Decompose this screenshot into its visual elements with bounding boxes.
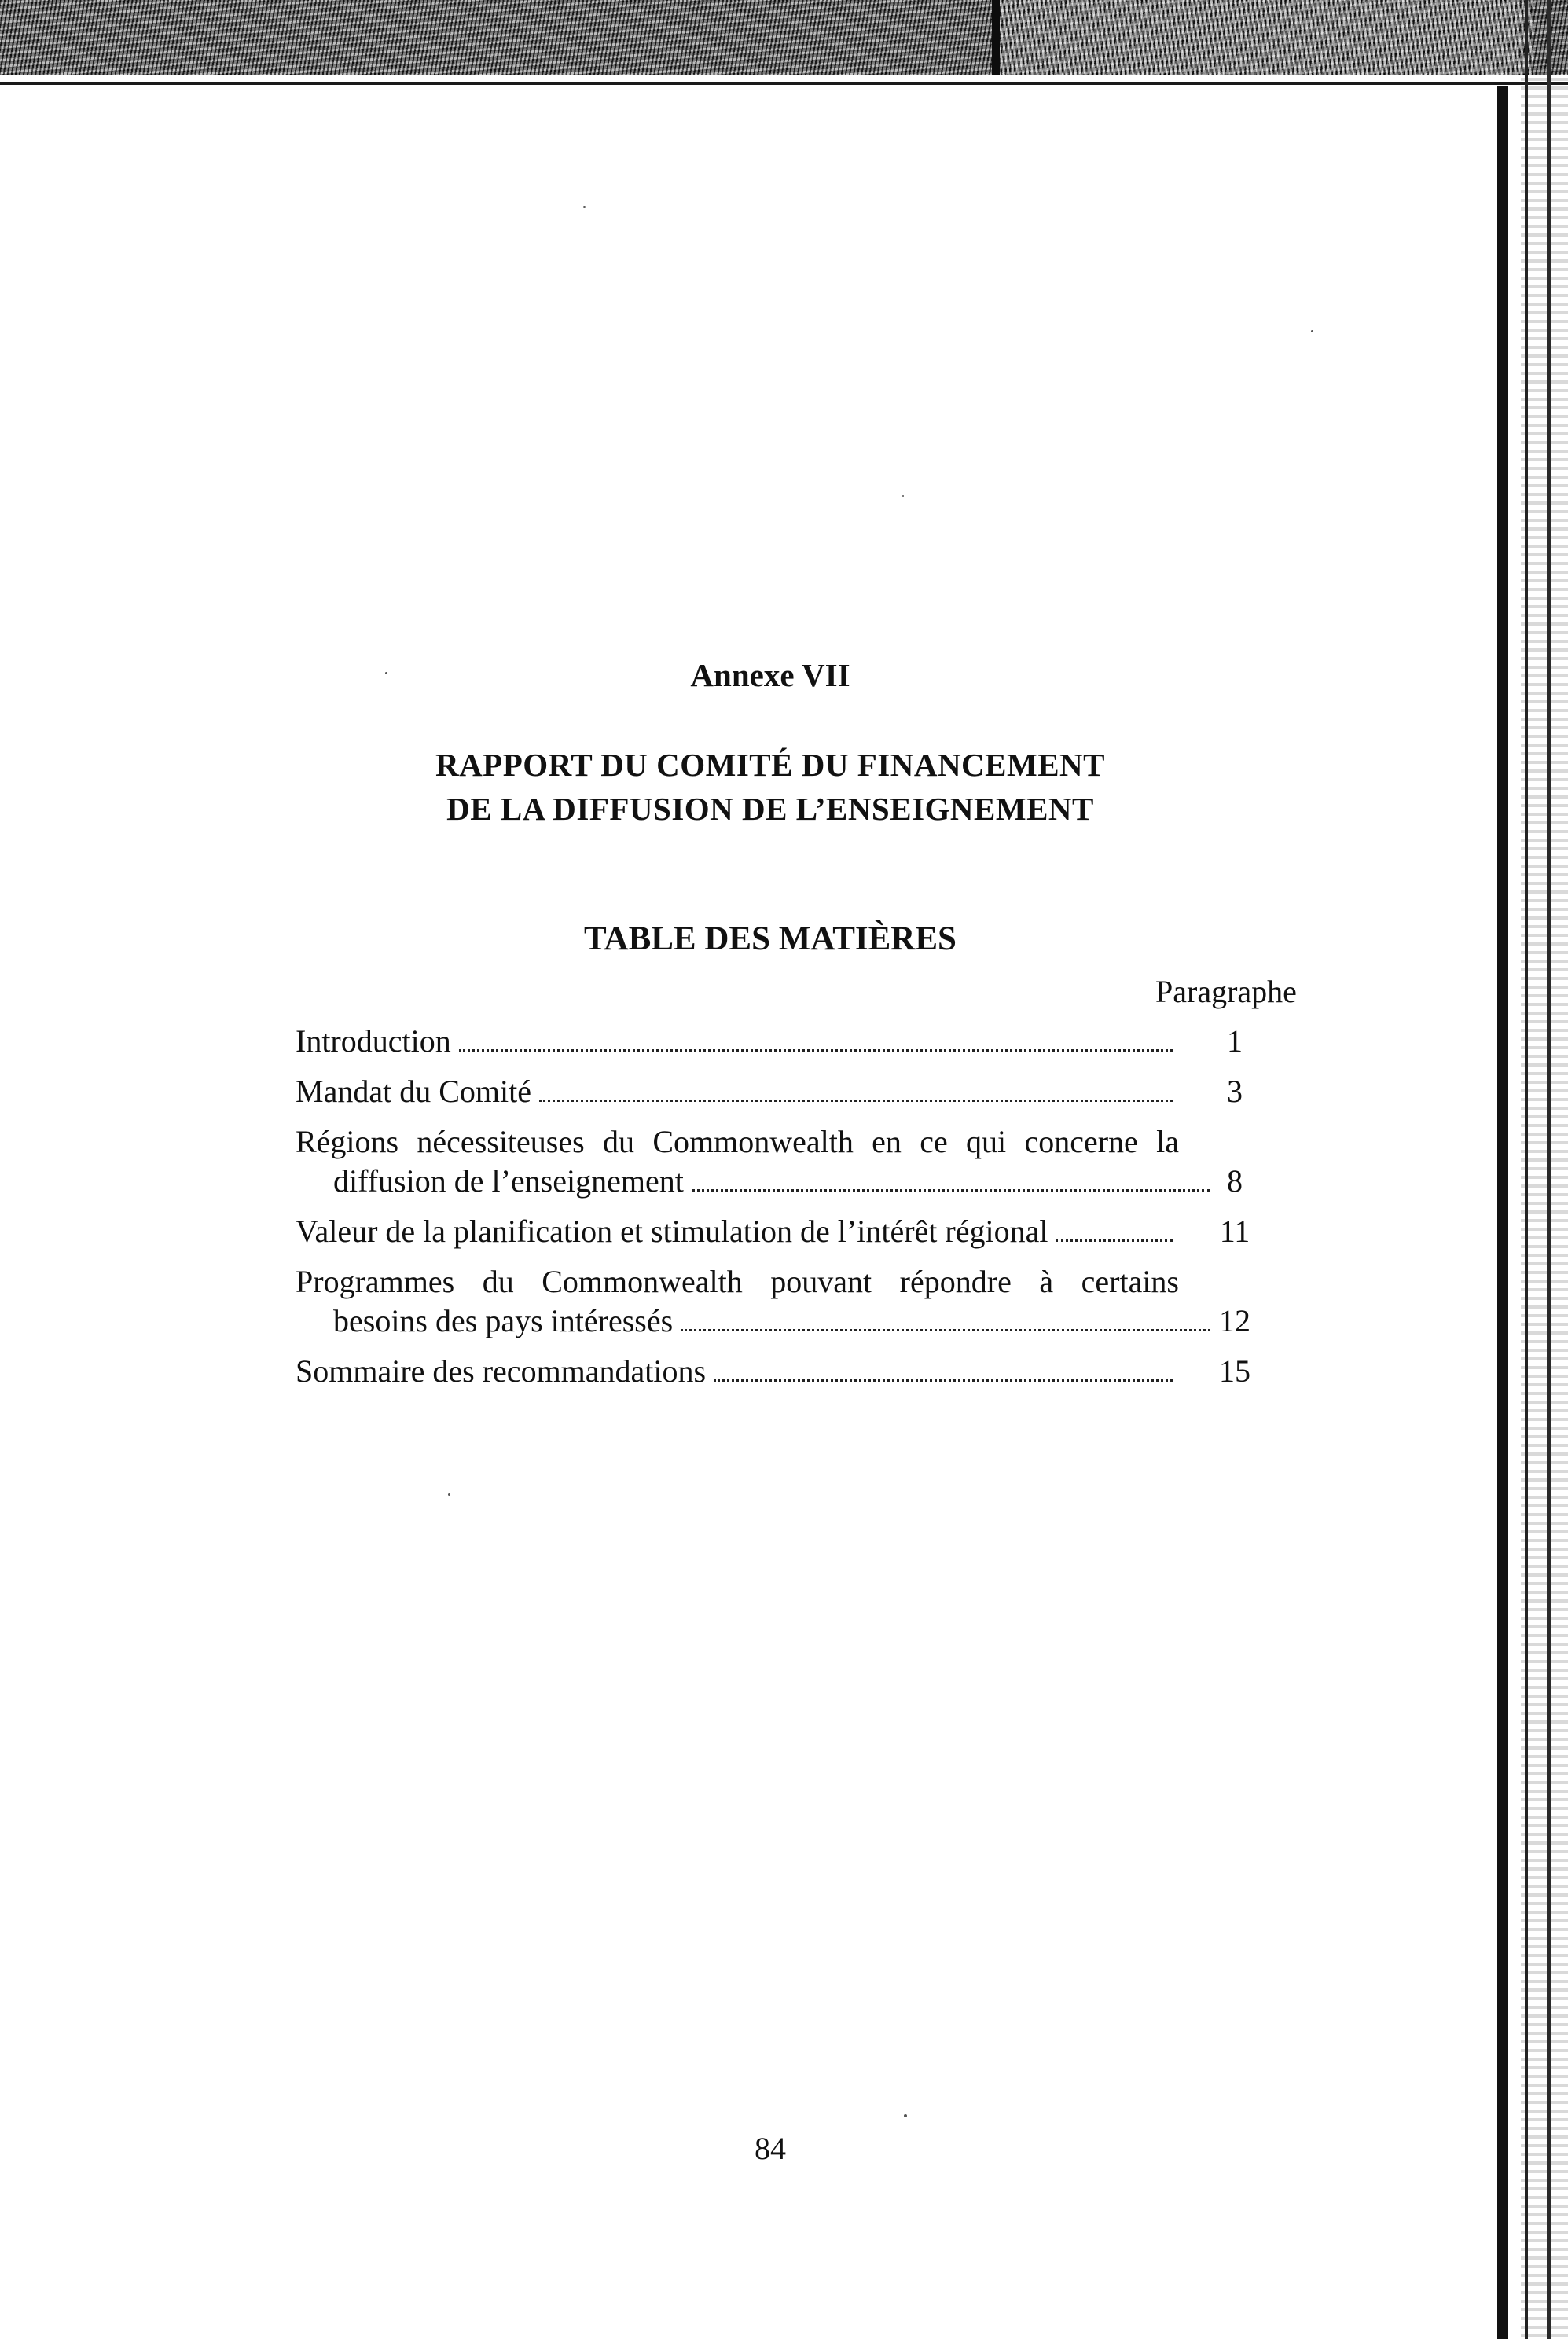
toc-entry [296,1072,1270,1111]
toc-entry [296,1212,1270,1251]
toc-entry [296,1352,1270,1391]
toc-paragraph-number: 1 [1227,1023,1243,1059]
toc-entry-text: Valeur de la planification et stimulation de l’intérêt régional [296,1214,1048,1249]
scan-border-right-line [1525,0,1528,2339]
report-title-line: DE LA DIFFUSION DE L’ENSEIGNEMENT [446,791,1094,827]
toc-entry-text: Mandat du Comité [296,1074,531,1109]
table-of-contents [296,1022,1270,1402]
report-title-line: RAPPORT DU COMITÉ DU FINANCEMENT [435,747,1106,783]
scan-speck [583,206,586,208]
scan-border-top-line [0,82,1568,85]
scan-speck [1311,330,1313,332]
toc-leader-dots [459,1048,1173,1052]
scan-border-right [1497,86,1508,2339]
toc-paragraph-number: 8 [1227,1163,1243,1199]
scan-border-top-light [998,0,1533,75]
toc-entry-text: Régions nécessiteuses du Commonwealth en ce qui concerne la [296,1124,1179,1159]
toc-entry-line [296,1162,1217,1201]
scan-speck [902,495,904,497]
toc-entry-line [296,1302,1217,1341]
toc-leader-dots [539,1099,1173,1102]
toc-entry-text-continued: diffusion de l’enseignement [333,1163,684,1199]
toc-heading: TABLE DES MATIÈRES [584,920,957,957]
annex-title: Annexe VII [690,657,850,693]
toc-leader-dots [714,1379,1173,1382]
toc-entry-line [296,1352,1179,1391]
toc-leader-dots [1056,1239,1173,1242]
toc-entry-line [296,1022,1179,1061]
toc-leader-dots [692,1188,1210,1192]
toc-entry-text: Introduction [296,1023,451,1059]
toc-paragraph-number: 12 [1219,1303,1250,1338]
scan-border-right-line-outer [1547,0,1551,2339]
toc-entry-line [296,1072,1179,1111]
toc-paragraph-number: 15 [1219,1353,1250,1389]
toc-entry [296,1022,1270,1061]
toc-entry [296,1262,1270,1341]
toc-entry-line [296,1212,1179,1251]
scan-border-top-gap [992,0,1000,75]
toc-entry [296,1122,1270,1201]
page-number: 84 [755,2131,786,2166]
report-title [0,743,1540,831]
scan-speck [904,2114,907,2117]
toc-entry-text: Programmes du Commonwealth pouvant répondre à certains [296,1264,1179,1299]
toc-leader-dots [681,1328,1210,1331]
toc-entry-text-continued: besoins des pays intéressés [333,1303,674,1338]
toc-entry-text: Sommaire des recommandations [296,1353,707,1389]
toc-paragraph-number: 3 [1227,1074,1243,1109]
scan-border-right-texture [1521,0,1568,2339]
scan-speck [448,1493,450,1496]
toc-column-header: Paragraphe [1155,974,1297,1009]
toc-paragraph-number: 11 [1219,1214,1250,1249]
